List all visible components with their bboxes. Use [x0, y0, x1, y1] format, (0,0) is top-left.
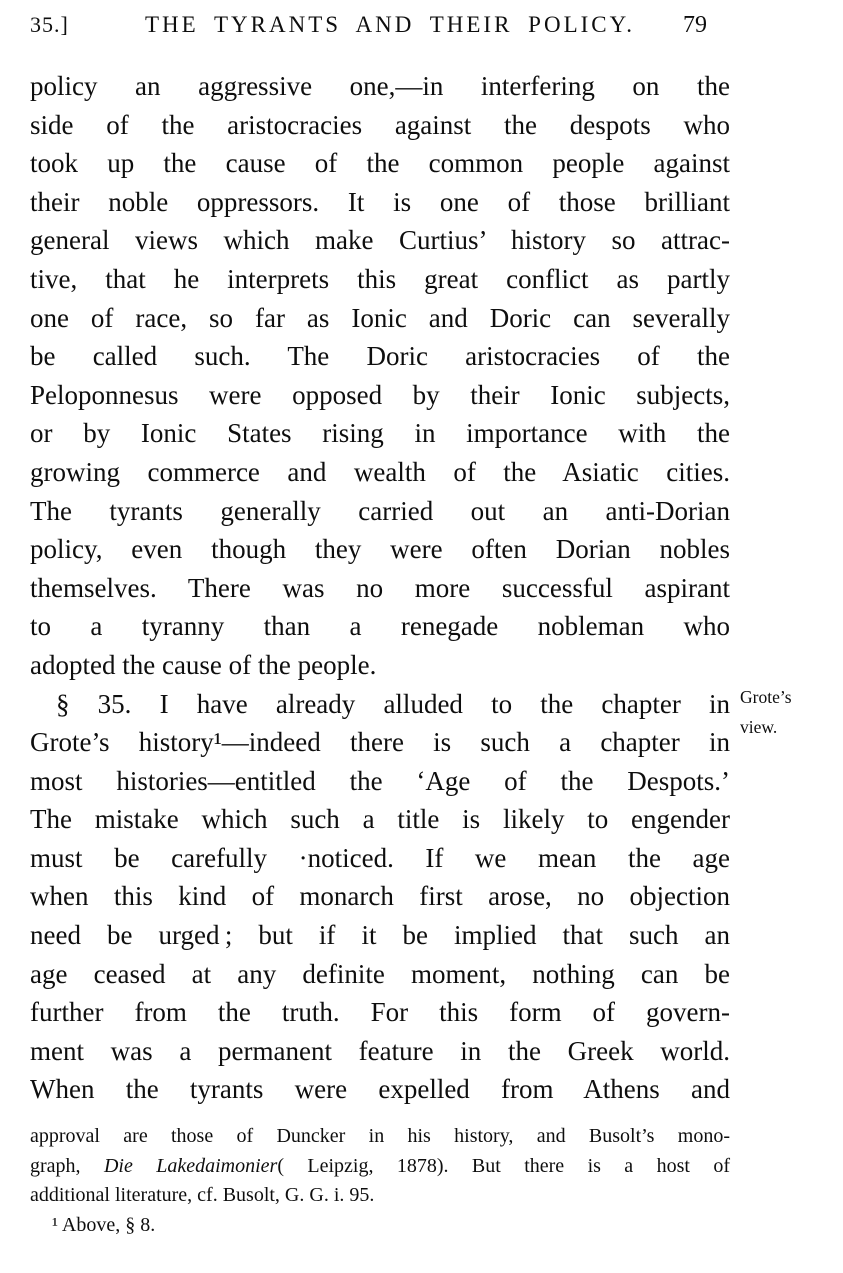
text-line: side of the aristocracies against the despots who	[30, 109, 730, 140]
text-line: tive, that he interprets this great conflict as partly	[30, 263, 730, 294]
text-line: adopted the cause of the people.	[30, 649, 377, 680]
text-line: The mistake which such a title is likely to engender	[30, 804, 730, 835]
paragraph-1	[30, 67, 730, 685]
header-page-number: 79	[683, 12, 707, 38]
margin-note-line-1: Grote’s	[740, 687, 792, 707]
main-text	[30, 67, 730, 1109]
text-line: policy an aggressive one,—in interfering on the	[30, 71, 730, 101]
text-line: need be urged ; but if it be implied that such an	[30, 920, 730, 951]
text-line: to a tyranny than a renegade nobleman who	[30, 611, 730, 642]
text-line: general views which make Curtius’ history so attrac-	[30, 225, 730, 256]
text-line: took up the cause of the common people against	[30, 148, 730, 179]
text-line: one of race, so far as Ionic and Doric can severally	[30, 302, 730, 333]
text-line: their noble oppressors. It is one of those brilliant	[30, 186, 730, 217]
text-line: be called such. The Doric aristocracies of the	[30, 341, 730, 372]
page-header	[30, 12, 730, 39]
text-line: additional literature, cf. Busolt, G. G. i. 95.	[30, 1184, 375, 1206]
text-segment: graph,	[30, 1154, 104, 1177]
footnote-block	[30, 1122, 730, 1240]
text-line: growing commerce and wealth of the Asiatic cities.	[30, 456, 730, 487]
text-line: policy, even though they were often Dorian nobles	[30, 534, 730, 565]
text-line: ment was a permanent feature in the Greek world.	[30, 1035, 730, 1066]
text-line: approval are those of Duncker in his history, and Busolt’s mono-	[30, 1125, 730, 1147]
text-line: further from the truth. For this form of govern-	[30, 997, 730, 1028]
text-line: most histories—entitled the ‘Age of the Despots.’	[30, 765, 730, 796]
text-line: Grote’s history¹—indeed there is such a chapter in	[30, 727, 730, 758]
text-line: age ceased at any definite moment, nothing can be	[30, 958, 730, 989]
text-line: When the tyrants were expelled from Athens and	[30, 1074, 730, 1105]
text-line: § 35. I have already alluded to the chapter in	[56, 688, 730, 719]
text-segment: ( Leipzig, 1878). But there is a host of	[277, 1154, 730, 1177]
text-line: ¹ Above, § 8.	[52, 1213, 156, 1236]
text-line: or by Ionic States rising in importance with the	[30, 418, 730, 449]
margin-note-line-2: view.	[740, 717, 778, 737]
text-line: themselves. There was no more successful aspirant	[30, 572, 730, 603]
margin-note	[740, 682, 840, 742]
text-line: The tyrants generally carried out an anti-Dorian	[30, 495, 730, 526]
text-line: must be carefully ·noticed. If we mean the age	[30, 842, 730, 873]
text-line: Peloponnesus were opposed by their Ionic subjects,	[30, 379, 730, 410]
header-running-title: THE TYRANTS AND THEIR POLICY.	[144, 12, 636, 37]
text-line: when this kind of monarch first arose, no objection	[30, 881, 730, 912]
text-line	[30, 1152, 730, 1182]
paragraph-2	[30, 685, 730, 1110]
header-section-marker: 35.]	[30, 12, 69, 37]
italic-text: Die Lakedaimonier	[103, 1154, 278, 1177]
